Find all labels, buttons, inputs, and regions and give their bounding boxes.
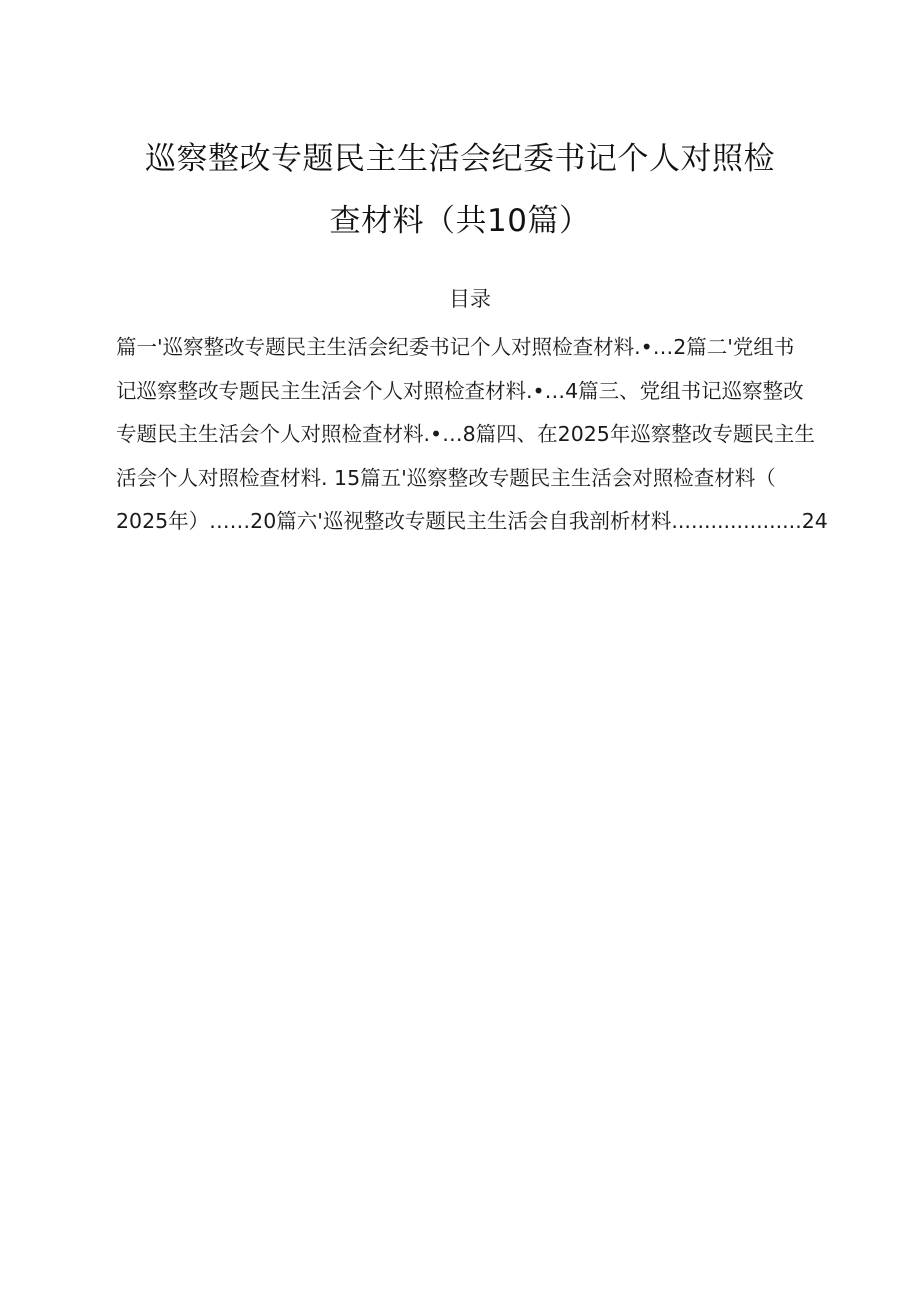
table-of-contents — [116, 326, 832, 544]
title-line-2: 查材料（共10篇） — [329, 203, 591, 239]
toc-line[interactable]: 2025年）……20篇六'巡视整改专题民主生活会自我剖析材料....................24 — [116, 509, 828, 533]
toc-line[interactable]: 活会个人对照检查材料. 15篇五'巡察整改专题民主生活会对照检查材料（ — [116, 465, 776, 490]
document-title — [120, 128, 800, 252]
title-line-1: 巡察整改专题民主生活会纪委书记个人对照检 — [145, 141, 775, 177]
toc-heading: 目录 — [449, 287, 491, 311]
toc-line[interactable]: 篇一'巡察整改专题民主生活会纪委书记个人对照检查材料.•…2篇二'党组书 — [116, 335, 795, 359]
toc-line[interactable]: 专题民主生活会个人对照检查材料.•…8篇四、在2025年巡察整改专题民主生 — [116, 422, 815, 446]
toc-line[interactable]: 记巡察整改专题民主生活会个人对照检查材料.•…4篇三、党组书记巡察整改 — [116, 378, 804, 403]
